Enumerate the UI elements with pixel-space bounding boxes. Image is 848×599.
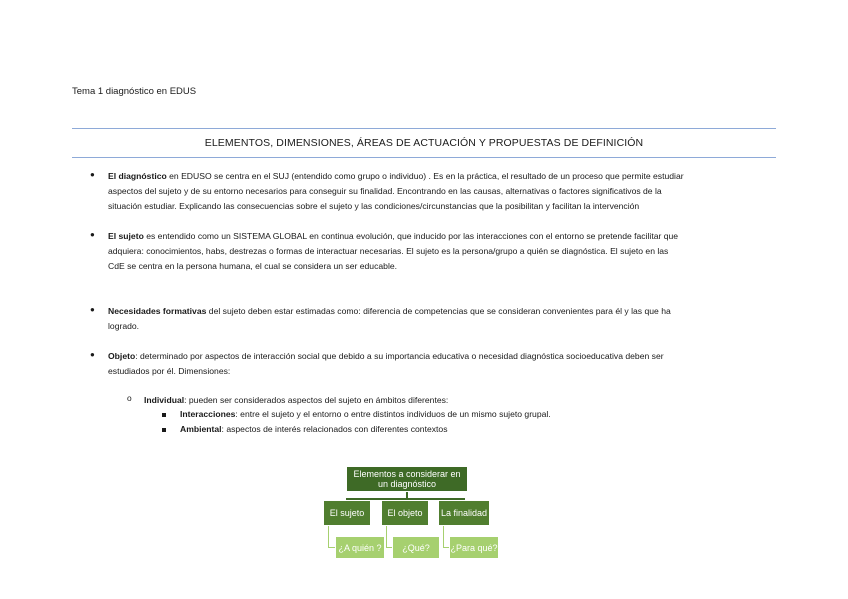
bullet-marker: ● bbox=[90, 170, 95, 179]
section-heading: ELEMENTOS, DIMENSIONES, ÁREAS DE ACTUACIÓN Y PROPUESTAS DE DEFINICIÓN bbox=[204, 137, 644, 149]
bullet-necesidades: Necesidades formativas del sujeto deben estar estimadas como: diferencia de competencias que se consideran convenientes para él y las que ha logrado. bbox=[108, 306, 671, 331]
diagram-node-finalidad: La finalidad bbox=[438, 500, 490, 526]
sub-bullet-marker: o bbox=[127, 393, 132, 403]
diagram-node-objeto: El objeto bbox=[381, 500, 429, 526]
diagram-root: Elementos a considerar en un diagnóstico bbox=[346, 466, 468, 492]
connector bbox=[328, 526, 329, 548]
bullet-marker: ● bbox=[90, 305, 95, 314]
heading-rule-bottom bbox=[72, 157, 776, 158]
diagram-question-quien: ¿A quién ? bbox=[335, 536, 385, 559]
item-interacciones: Interacciones: entre el sujeto y el entorno o entre distintos individuos de un mismo sujeto grupal. bbox=[180, 409, 551, 419]
bullet-marker: ● bbox=[90, 230, 95, 239]
item-ambiental: Ambiental: aspectos de interés relacionados con diferentes contextos bbox=[180, 424, 448, 434]
doc-title: Tema 1 diagnóstico en EDUS bbox=[72, 86, 197, 97]
connector bbox=[443, 526, 444, 548]
heading-rule-top bbox=[72, 128, 776, 129]
diagram-question-para-que: ¿Para qué? bbox=[449, 536, 499, 559]
connector bbox=[386, 526, 387, 548]
bullet-marker: ● bbox=[90, 350, 95, 359]
square-bullet bbox=[162, 428, 166, 432]
diagram-question-que: ¿Qué? bbox=[392, 536, 440, 559]
diagram-node-sujeto: El sujeto bbox=[323, 500, 371, 526]
bullet-objeto: Objeto: determinado por aspectos de interacción social que debido a su importancia educativa o necesidad diagnóstica socioeducativa deben ser estudiados por él. Dimensiones: bbox=[108, 351, 664, 376]
sub-individual: Individual: pueden ser considerados aspectos del sujeto en ámbitos diferentes: bbox=[144, 395, 449, 405]
bullet-sujeto: El sujeto es entendido como un SISTEMA GLOBAL en continua evolución, que inducido por las interacciones con el entorno se pretende facilitar que adquiera: conocimientos, habs, destrezas o formas de interactuar necesarias. El sujeto es la persona/grupo a quién se diagnóstica. El sujeto en las CdE se centra en la persona humana, el cual se considera un ser educable. bbox=[108, 231, 679, 271]
bullet-diagnostico: El diagnóstico en EDUSO se centra en el SUJ (entendido como grupo o individuo) . Es en la práctica, el resultado de un proceso que permite estudiar aspectos del sujeto y de su entorno necesarios para conseguir su finalidad. Encontrando en las causas, alternativas o factores significativos de la situación estudiar. Explicando las consecuencias sobre el sujeto y las condiciones/circunstancias que la posibilitan y facilitan la intervención bbox=[108, 171, 684, 211]
square-bullet bbox=[162, 413, 166, 417]
